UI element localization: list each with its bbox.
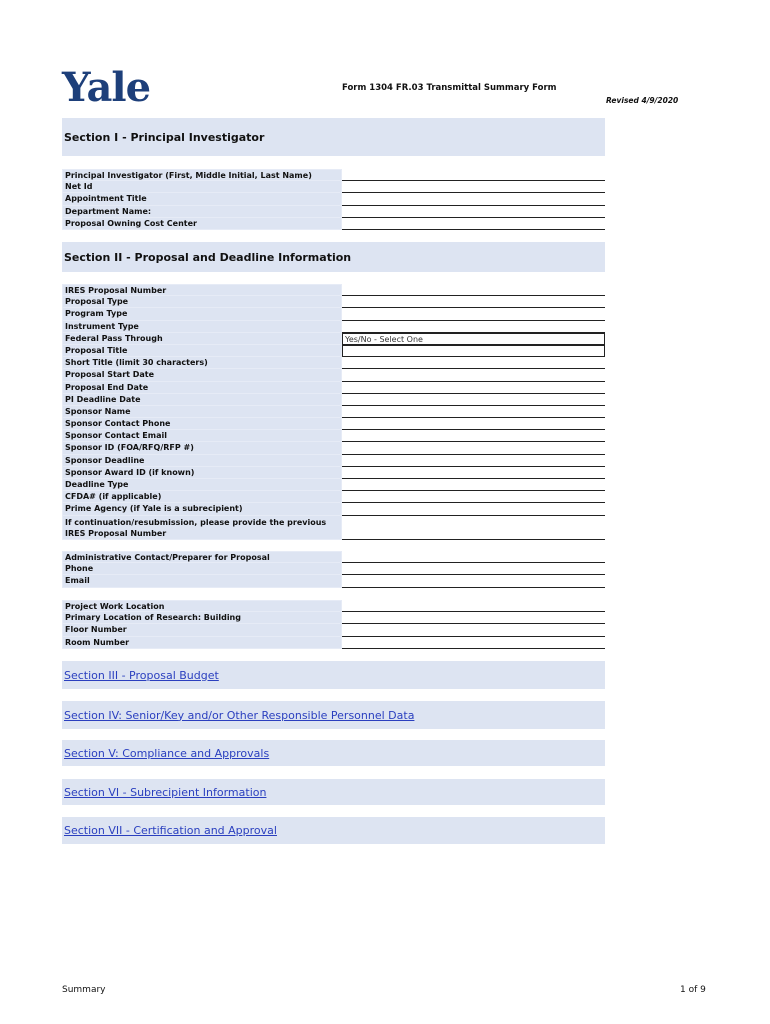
department-name-input[interactable] xyxy=(342,206,605,218)
table-row xyxy=(62,455,605,467)
section-1-header xyxy=(62,118,605,156)
table-row xyxy=(62,491,605,503)
pi-deadline-date-input[interactable] xyxy=(342,394,605,406)
proposal-title-input[interactable] xyxy=(342,345,605,357)
proposal-type-input[interactable] xyxy=(342,296,605,308)
floor-number-input[interactable] xyxy=(342,624,605,636)
previous-ires-number-input[interactable] xyxy=(342,516,605,540)
field-label: Sponsor ID (FOA/RFQ/RFP #) xyxy=(62,442,342,454)
room-number-input[interactable] xyxy=(342,637,605,649)
section-1-title: Section I - Principal Investigator xyxy=(64,130,265,144)
instrument-type-input[interactable] xyxy=(342,321,605,333)
table-row xyxy=(62,479,605,491)
sponsor-id-input[interactable] xyxy=(342,442,605,454)
table-row xyxy=(62,600,605,612)
federal-pass-through-select[interactable]: Yes/No - Select One xyxy=(342,333,605,345)
field-label: Phone xyxy=(62,563,342,575)
table-row xyxy=(62,181,605,193)
table-row xyxy=(62,467,605,479)
field-label: Department Name: xyxy=(62,206,342,218)
table-row xyxy=(62,406,605,418)
table-row xyxy=(62,321,605,333)
footer-sheet-name: Summary xyxy=(62,985,106,995)
admin-contact-input[interactable] xyxy=(342,551,605,563)
field-label: Net Id xyxy=(62,181,342,193)
section-3-band xyxy=(62,661,605,689)
field-label: Floor Number xyxy=(62,624,342,636)
field-label: Deadline Type xyxy=(62,479,342,491)
field-label: Email xyxy=(62,575,342,587)
footer-page-number: 1 of 9 xyxy=(680,985,706,995)
field-label: Short Title (limit 30 characters) xyxy=(62,357,342,369)
table-row xyxy=(62,169,605,181)
building-input[interactable] xyxy=(342,612,605,624)
table-row xyxy=(62,442,605,454)
net-id-input[interactable] xyxy=(342,181,605,193)
table-row xyxy=(62,357,605,369)
table-row xyxy=(62,369,605,381)
field-label: Proposal Type xyxy=(62,296,342,308)
table-row xyxy=(62,418,605,430)
prime-agency-input[interactable] xyxy=(342,503,605,515)
field-label: Sponsor Deadline xyxy=(62,455,342,467)
field-label: Project Work Location xyxy=(62,600,342,612)
field-label: Sponsor Contact Email xyxy=(62,430,342,442)
table-row xyxy=(62,563,605,575)
sponsor-deadline-input[interactable] xyxy=(342,455,605,467)
table-row xyxy=(62,612,605,624)
field-label: Sponsor Award ID (if known) xyxy=(62,467,342,479)
field-label: Proposal Owning Cost Center xyxy=(62,218,342,230)
field-label: Proposal End Date xyxy=(62,382,342,394)
appointment-title-input[interactable] xyxy=(342,193,605,205)
section-6-link[interactable]: Section VI - Subrecipient Information xyxy=(64,785,267,799)
field-label: Proposal Title xyxy=(62,345,342,357)
table-row xyxy=(62,333,605,345)
field-label: Federal Pass Through xyxy=(62,333,342,345)
table-row xyxy=(62,516,605,540)
field-label: CFDA# (if applicable) xyxy=(62,491,342,503)
ires-proposal-number-input[interactable] xyxy=(342,284,605,296)
field-label: Appointment Title xyxy=(62,193,342,205)
field-label: Program Type xyxy=(62,308,342,320)
table-row xyxy=(62,218,605,230)
admin-email-input[interactable] xyxy=(342,575,605,587)
cost-center-input[interactable] xyxy=(342,218,605,230)
deadline-type-input[interactable] xyxy=(342,479,605,491)
section-7-link[interactable]: Section VII - Certification and Approval xyxy=(64,824,277,837)
location-table xyxy=(62,600,605,649)
field-label: If continuation/resubmission, please provide the previous IRES Proposal Number xyxy=(62,516,342,540)
sponsor-name-input[interactable] xyxy=(342,406,605,418)
field-label: IRES Proposal Number xyxy=(62,284,342,296)
revised-date: Revised 4/9/2020 xyxy=(606,96,679,105)
table-row xyxy=(62,624,605,636)
proposal-end-date-input[interactable] xyxy=(342,382,605,394)
section-4-band xyxy=(62,701,605,729)
field-label: Proposal Start Date xyxy=(62,369,342,381)
field-label: Primary Location of Research: Building xyxy=(62,612,342,624)
table-row xyxy=(62,206,605,218)
section-2-header xyxy=(62,242,605,272)
table-row xyxy=(62,503,605,515)
table-row xyxy=(62,394,605,406)
section-1-table xyxy=(62,169,605,230)
project-work-location-input[interactable] xyxy=(342,600,605,612)
cfda-input[interactable] xyxy=(342,491,605,503)
section-4-link[interactable]: Section IV: Senior/Key and/or Other Responsible Personnel Data xyxy=(64,708,415,722)
sponsor-award-id-input[interactable] xyxy=(342,467,605,479)
section-6-band xyxy=(62,779,605,805)
table-row xyxy=(62,430,605,442)
section-5-band xyxy=(62,740,605,766)
field-label: PI Deadline Date xyxy=(62,394,342,406)
table-row xyxy=(62,382,605,394)
table-row xyxy=(62,308,605,320)
proposal-start-date-input[interactable] xyxy=(342,369,605,381)
pi-name-input[interactable] xyxy=(342,169,605,181)
field-label: Principal Investigator (First, Middle Initial, Last Name) xyxy=(62,169,342,181)
section-2-table xyxy=(62,284,605,540)
table-row xyxy=(62,345,605,357)
field-label: Room Number xyxy=(62,637,342,649)
yale-logo: Yale xyxy=(62,64,151,111)
table-row xyxy=(62,551,605,563)
field-label: Prime Agency (if Yale is a subrecipient) xyxy=(62,503,342,515)
admin-contact-table xyxy=(62,551,605,588)
table-row xyxy=(62,575,605,587)
table-row xyxy=(62,296,605,308)
field-label: Administrative Contact/Preparer for Proposal xyxy=(62,551,342,563)
section-3-link[interactable]: Section III - Proposal Budget xyxy=(64,668,219,682)
table-row xyxy=(62,637,605,649)
table-row xyxy=(62,193,605,205)
sponsor-contact-phone-input[interactable] xyxy=(342,418,605,430)
admin-phone-input[interactable] xyxy=(342,563,605,575)
section-5-link[interactable]: Section V: Compliance and Approvals xyxy=(64,746,270,760)
table-row xyxy=(62,284,605,296)
field-label: Sponsor Contact Phone xyxy=(62,418,342,430)
program-type-input[interactable] xyxy=(342,308,605,320)
section-7-band xyxy=(62,817,605,844)
short-title-input[interactable] xyxy=(342,357,605,369)
section-2-title: Section II - Proposal and Deadline Information xyxy=(64,250,352,264)
field-label: Instrument Type xyxy=(62,321,342,333)
sponsor-contact-email-input[interactable] xyxy=(342,430,605,442)
form-title: Form 1304 FR.03 Transmittal Summary Form xyxy=(342,83,557,93)
field-label: Sponsor Name xyxy=(62,406,342,418)
